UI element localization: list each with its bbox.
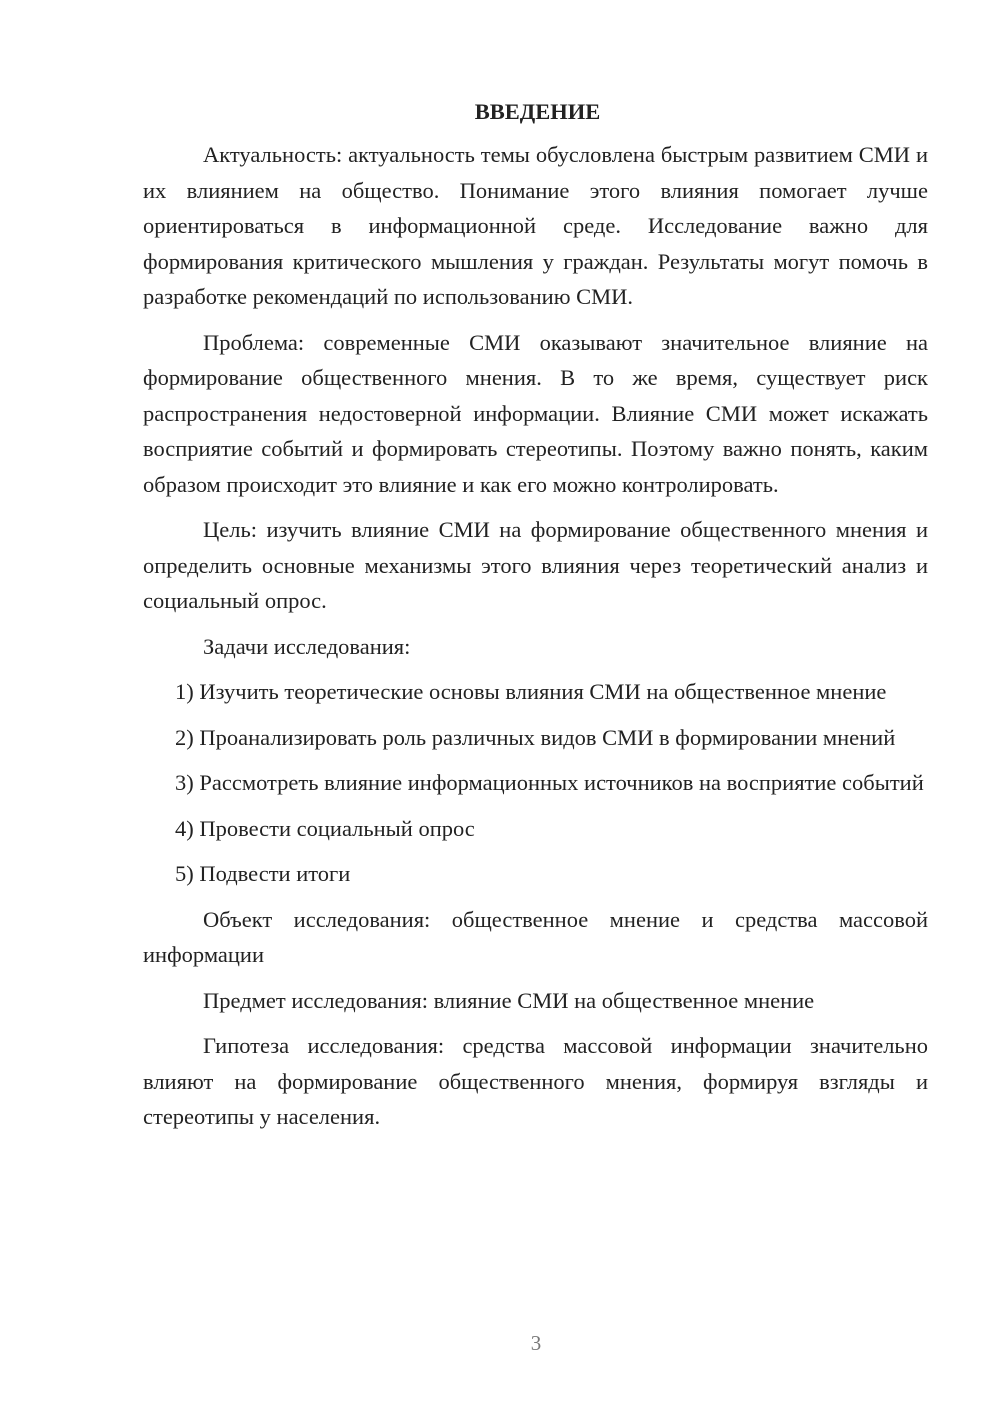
task-item-5: 5) Подвести итоги: [175, 861, 351, 886]
page-body: [143, 94, 928, 1145]
paragraph-subject: Предмет исследования: влияние СМИ на общественное мнение: [203, 987, 815, 1013]
paragraph-goal: Цель: изучить влияние СМИ на формирование общественного мнения и определить основные механизмы этого влияния через теоретический анализ и социальный опрос.: [143, 517, 928, 613]
task-item-1: 1) Изучить теоретические основы влияния СМИ на общественное мнение: [175, 679, 887, 704]
paragraph-hypothesis: Гипотеза исследования: средства массовой информации значительно влияют на формирование общественного мнения, формируя взгляды и стереотипы у населения.: [143, 1033, 928, 1129]
paragraph-object: Объект исследования: общественное мнение и средства массовой информации: [143, 906, 928, 967]
task-item-3: 3) Рассмотреть влияние информационных источников на восприятие событий: [175, 770, 924, 795]
paragraph-relevance: Актуальность: актуальность темы обусловлена быстрым развитием СМИ и их влиянием на общество. Понимание этого влияния помогает лучше ориентироваться в информационной среде. Исследование важно для формирования критического мышления у граждан. Результаты могут помочь в разработке рекомендаций по использованию СМИ.: [143, 142, 928, 309]
tasks-heading: Задачи исследования:: [203, 633, 411, 659]
page-number: 3: [530, 1331, 542, 1355]
page-title: ВВЕДЕНИЕ: [474, 99, 601, 124]
task-item-2: 2) Проанализировать роль различных видов СМИ в формировании мнений: [175, 724, 896, 750]
paragraph-problem: Проблема: современные СМИ оказывают значительное влияние на формирование общественного мнения. В то же время, существует риск распространения недостоверной информации. Влияние СМИ может искажать восприятие событий и формировать стереотипы. Поэтому важно понять, каким образом происходит это влияние и как его можно контролировать.: [143, 329, 928, 497]
task-item-4: 4) Провести социальный опрос: [175, 815, 475, 841]
